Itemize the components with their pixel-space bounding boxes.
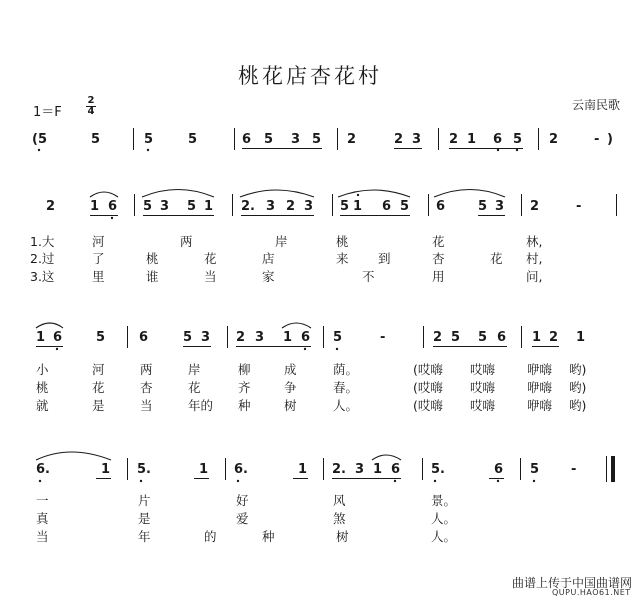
footer-watermark-url: QUPU.HAO61.NET [552,588,631,597]
lyric: 当 [204,269,217,284]
lyric: 家 [262,269,275,284]
lyric: 到 [378,251,391,266]
octave-dot [56,348,58,350]
note: 1 [36,330,46,345]
note: 5 [451,330,461,345]
barline [606,456,607,482]
note: 3 [255,330,265,345]
barline [234,128,235,150]
note: 1 [576,330,586,345]
note: 3 [355,462,365,477]
note: 5 [143,199,153,214]
underline [242,148,322,149]
lyric: 哟) [569,398,587,413]
note: 6. [36,462,50,477]
lyric: 齐 [238,380,251,395]
barline [428,194,429,216]
lyric: 年 [138,529,151,544]
note: - [594,132,600,147]
lyric: 柳 [238,362,251,377]
slur [434,190,505,198]
note: 3 [266,199,276,214]
lyric: 杏 [140,380,153,395]
underline [532,346,559,347]
barline [538,128,539,150]
lyric: 成 [284,362,297,377]
lyric: 人。 [431,529,457,544]
lyric: 咿嗨 [527,380,553,395]
note: 6 [436,199,446,214]
note: 1 [353,199,363,214]
underline [394,148,422,149]
lyric: 林, [526,234,543,249]
time-bottom: 4 [87,106,95,117]
note: 5 [264,132,274,147]
lyric: 两 [140,362,153,377]
barline [520,458,521,480]
note: 5. [431,462,445,477]
octave-dot [304,348,306,350]
underline [449,148,523,149]
lyric: 爱 [236,511,249,526]
note: 2 [236,330,246,345]
octave-dot [336,348,338,350]
lyric: 是 [138,511,151,526]
barline [232,194,233,216]
note: 1 [204,199,214,214]
note: 2. [332,462,346,477]
lyric: 哎嗨 [470,380,496,395]
note: 1 [532,330,542,345]
lyric: 树 [336,529,349,544]
key-signature [33,101,62,120]
lyric: 花 [490,251,503,266]
octave-dot [394,480,396,482]
lyric: 店 [262,251,275,266]
lyric: 片 [138,493,151,508]
lyric: 是 [92,398,105,413]
note: 6 [391,462,401,477]
note: 1 [283,330,293,345]
lyric: 不 [362,269,375,284]
underline [478,215,505,216]
lyric: 荫。 [333,362,359,377]
barline [323,458,324,480]
octave-dot [497,480,499,482]
lyric: 用 [432,269,445,284]
barline [332,194,333,216]
lyric: 咿嗨 [527,398,553,413]
note: 5 [96,330,106,345]
underline [489,478,504,479]
underline [194,478,209,479]
note: 2 [394,132,404,147]
lyric: 哎嗨 [470,362,496,377]
lyric: 谁 [146,269,159,284]
note: 1 [101,462,111,477]
time-top: 2 [87,95,95,106]
lyric: 一 [36,493,49,508]
lyric: 来 [336,251,349,266]
note: 1 [373,462,383,477]
note: 5 [312,132,322,147]
underline [241,215,314,216]
slur [36,452,111,460]
note: 2 [433,330,443,345]
note: 2 [549,330,559,345]
barline [127,326,128,348]
note: - [380,330,386,345]
note: 5 [183,330,193,345]
note: 3 [495,199,505,214]
barline [438,128,439,150]
lyric: 岸 [188,362,201,377]
lyric: 2.过 [30,251,55,266]
note: - [571,462,577,477]
barline [227,326,228,348]
barline [422,458,423,480]
note: 2 [347,132,357,147]
underline [340,215,410,216]
lyric: 村, [526,251,543,266]
note: 6 [301,330,311,345]
lyric: 桃 [336,234,349,249]
lyric: (哎嗨 [413,362,443,377]
lyric: 岸 [275,234,288,249]
lyric: 哟) [569,362,587,377]
lyric: 当 [140,398,153,413]
note: 6 [139,330,149,345]
octave-dot [111,217,113,219]
lyric: 3.这 [30,269,55,284]
lyric: 桃 [146,251,159,266]
note: 5 [187,199,197,214]
underline [96,478,111,479]
lyric: 小 [36,362,49,377]
octave-dot [516,149,518,151]
barline [337,128,338,150]
note: 1 [199,462,209,477]
note: 5 [513,132,523,147]
lyric: 花 [204,251,217,266]
song-title: 桃花店杏花村 [238,64,382,88]
lyric: 风 [333,493,346,508]
octave-dot [357,194,359,196]
note: 6 [382,199,392,214]
note: 1 [467,132,477,147]
lyric: 两 [180,234,193,249]
note: ) [607,132,613,147]
slur [282,323,311,328]
lyric: 花 [92,380,105,395]
note: 2 [530,199,540,214]
note: 2 [46,199,56,214]
note: 6 [494,462,504,477]
lyric: 当 [36,529,49,544]
octave-dot [38,149,40,151]
octave-dot [147,149,149,151]
note: 5 [530,462,540,477]
note: 5 [144,132,154,147]
time-signature [86,96,96,117]
song-origin: 云南民歌 [572,98,621,112]
note: 2 [449,132,459,147]
note: 3 [291,132,301,147]
underline [236,346,311,347]
note: 6 [497,330,507,345]
underline [332,478,401,479]
lyric: 咿嗨 [527,362,553,377]
lyric: 桃 [36,380,49,395]
barline [133,128,134,150]
lyric: 景。 [431,493,457,508]
underline [433,346,507,347]
barline [323,326,324,348]
lyric: 里 [92,269,105,284]
underline [36,346,63,347]
note: - [576,199,582,214]
octave-dot [140,480,142,482]
note: 5 [400,199,410,214]
note: 1 [90,199,100,214]
lyric: 真 [36,511,49,526]
barline [521,326,522,348]
footer-watermark-cn: 曲谱上传于中国曲谱网 [512,576,633,590]
slur [372,455,401,460]
lyric: 河 [92,234,105,249]
underline [183,346,211,347]
lyric: 杏 [432,251,445,266]
note: 5. [137,462,151,477]
barline [616,194,617,216]
lyric: 问, [526,269,543,284]
octave-dot [434,480,436,482]
slur [338,190,410,197]
octave-dot [533,480,535,482]
lyric: 好 [236,493,249,508]
lyric: 花 [432,234,445,249]
barline [521,194,522,216]
lyric: 了 [92,251,105,266]
note: 5 [478,199,488,214]
note: 6 [108,199,118,214]
note: 3 [304,199,314,214]
lyric: 树 [284,398,297,413]
lyric: (哎嗨 [413,398,443,413]
note: 3 [160,199,170,214]
slur [90,192,118,197]
note: 6. [234,462,248,477]
octave-dot [39,480,41,482]
slur [36,323,63,328]
lyric: 河 [92,362,105,377]
lyric: 1.大 [30,234,55,249]
octave-dot [237,480,239,482]
lyric: 年的 [188,398,214,413]
final-barline [611,456,615,482]
note: 3 [201,330,211,345]
note: 5 [188,132,198,147]
underline [293,478,308,479]
note: 2 [549,132,559,147]
lyric: 种 [262,529,275,544]
note: 6 [242,132,252,147]
note: 2. [241,199,255,214]
lyric: 人。 [431,511,457,526]
note: 3 [412,132,422,147]
underline [90,215,118,216]
lyric: 就 [36,398,49,413]
barline [423,326,424,348]
lyric: 种 [238,398,251,413]
note: 5 [478,330,488,345]
octave-dot [497,149,499,151]
barline [225,458,226,480]
note: 5 [91,132,101,147]
barline [134,194,135,216]
key-label: 1＝F [33,105,62,120]
note: 6 [53,330,63,345]
lyric: 煞 [333,511,346,526]
slur [142,190,214,198]
note: (5 [32,132,47,147]
lyric: 花 [188,380,201,395]
lyric: 哎嗨 [470,398,496,413]
lyric: 春。 [333,380,359,395]
note: 5 [340,199,350,214]
barline [127,458,128,480]
underline [143,215,214,216]
note: 1 [298,462,308,477]
slur [240,190,314,197]
lyric: 的 [204,529,217,544]
note: 5 [333,330,343,345]
lyric: (哎嗨 [413,380,443,395]
note: 2 [286,199,296,214]
lyric: 争 [284,380,297,395]
note: 6 [493,132,503,147]
lyric: 哟) [569,380,587,395]
lyric: 人。 [333,398,359,413]
